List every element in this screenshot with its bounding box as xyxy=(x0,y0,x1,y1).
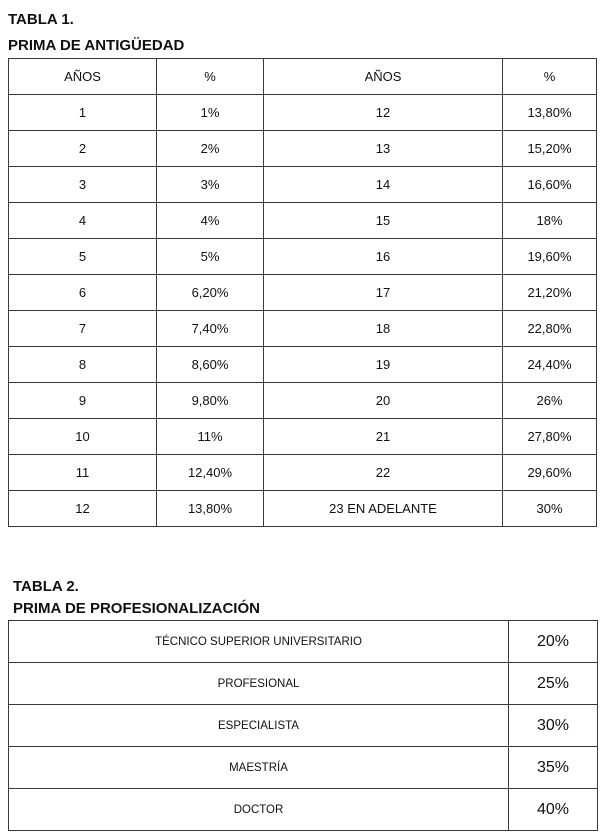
years-cell: 9 xyxy=(9,383,157,419)
seniority-bonus-table xyxy=(8,58,597,527)
table-row xyxy=(9,419,597,455)
percent-cell: 11% xyxy=(157,419,264,455)
percent-cell: 2% xyxy=(157,131,264,167)
table-row xyxy=(9,747,598,789)
table1-title: PRIMA DE ANTIGÜEDAD xyxy=(8,37,185,54)
percent-cell: 29,60% xyxy=(503,455,597,491)
years-cell: 20 xyxy=(264,383,503,419)
percent-cell: 25% xyxy=(509,663,598,705)
years-cell: 15 xyxy=(264,203,503,239)
table-row xyxy=(9,705,598,747)
degree-level-cell: MAESTRÍA xyxy=(9,747,509,789)
column-header-years: AÑOS xyxy=(9,59,157,95)
percent-cell: 15,20% xyxy=(503,131,597,167)
table-row xyxy=(9,239,597,275)
percent-cell: 21,20% xyxy=(503,275,597,311)
percent-cell: 13,80% xyxy=(503,95,597,131)
years-cell: 7 xyxy=(9,311,157,347)
years-cell: 10 xyxy=(9,419,157,455)
table-row xyxy=(9,131,597,167)
percent-cell: 1% xyxy=(157,95,264,131)
table-row xyxy=(9,383,597,419)
table-row xyxy=(9,311,597,347)
percent-cell: 40% xyxy=(509,789,598,831)
years-cell: 6 xyxy=(9,275,157,311)
table-row xyxy=(9,663,598,705)
years-cell: 2 xyxy=(9,131,157,167)
years-cell: 23 EN ADELANTE xyxy=(264,491,503,527)
percent-cell: 30% xyxy=(503,491,597,527)
years-cell: 13 xyxy=(264,131,503,167)
table-row xyxy=(9,275,597,311)
table2-title: PRIMA DE PROFESIONALIZACIÓN xyxy=(13,600,260,617)
years-cell: 14 xyxy=(264,167,503,203)
column-header-percent: % xyxy=(157,59,264,95)
table2-caption: TABLA 2. xyxy=(13,578,79,595)
percent-cell: 5% xyxy=(157,239,264,275)
percent-cell: 18% xyxy=(503,203,597,239)
degree-level-cell: TÉCNICO SUPERIOR UNIVERSITARIO xyxy=(9,621,509,663)
degree-level-cell: ESPECIALISTA xyxy=(9,705,509,747)
percent-cell: 12,40% xyxy=(157,455,264,491)
percent-cell: 4% xyxy=(157,203,264,239)
percent-cell: 6,20% xyxy=(157,275,264,311)
years-cell: 22 xyxy=(264,455,503,491)
table-row xyxy=(9,621,598,663)
percent-cell: 7,40% xyxy=(157,311,264,347)
years-cell: 5 xyxy=(9,239,157,275)
percent-cell: 3% xyxy=(157,167,264,203)
percent-cell: 27,80% xyxy=(503,419,597,455)
percent-cell: 35% xyxy=(509,747,598,789)
column-header-years: AÑOS xyxy=(264,59,503,95)
years-cell: 1 xyxy=(9,95,157,131)
years-cell: 19 xyxy=(264,347,503,383)
years-cell: 12 xyxy=(264,95,503,131)
percent-cell: 16,60% xyxy=(503,167,597,203)
years-cell: 17 xyxy=(264,275,503,311)
percent-cell: 19,60% xyxy=(503,239,597,275)
years-cell: 21 xyxy=(264,419,503,455)
professionalization-bonus-table xyxy=(8,620,598,831)
table-row xyxy=(9,455,597,491)
table-row xyxy=(9,491,597,527)
degree-level-cell: DOCTOR xyxy=(9,789,509,831)
percent-cell: 20% xyxy=(509,621,598,663)
table-row xyxy=(9,203,597,239)
column-header-percent: % xyxy=(503,59,597,95)
percent-cell: 26% xyxy=(503,383,597,419)
years-cell: 11 xyxy=(9,455,157,491)
table-row xyxy=(9,167,597,203)
years-cell: 3 xyxy=(9,167,157,203)
percent-cell: 22,80% xyxy=(503,311,597,347)
years-cell: 4 xyxy=(9,203,157,239)
percent-cell: 13,80% xyxy=(157,491,264,527)
years-cell: 16 xyxy=(264,239,503,275)
table-header-row xyxy=(9,59,597,95)
table-row xyxy=(9,95,597,131)
years-cell: 12 xyxy=(9,491,157,527)
percent-cell: 30% xyxy=(509,705,598,747)
table-row xyxy=(9,789,598,831)
percent-cell: 9,80% xyxy=(157,383,264,419)
percent-cell: 8,60% xyxy=(157,347,264,383)
table-row xyxy=(9,347,597,383)
years-cell: 18 xyxy=(264,311,503,347)
degree-level-cell: PROFESIONAL xyxy=(9,663,509,705)
table1-caption: TABLA 1. xyxy=(8,11,74,28)
years-cell: 8 xyxy=(9,347,157,383)
percent-cell: 24,40% xyxy=(503,347,597,383)
